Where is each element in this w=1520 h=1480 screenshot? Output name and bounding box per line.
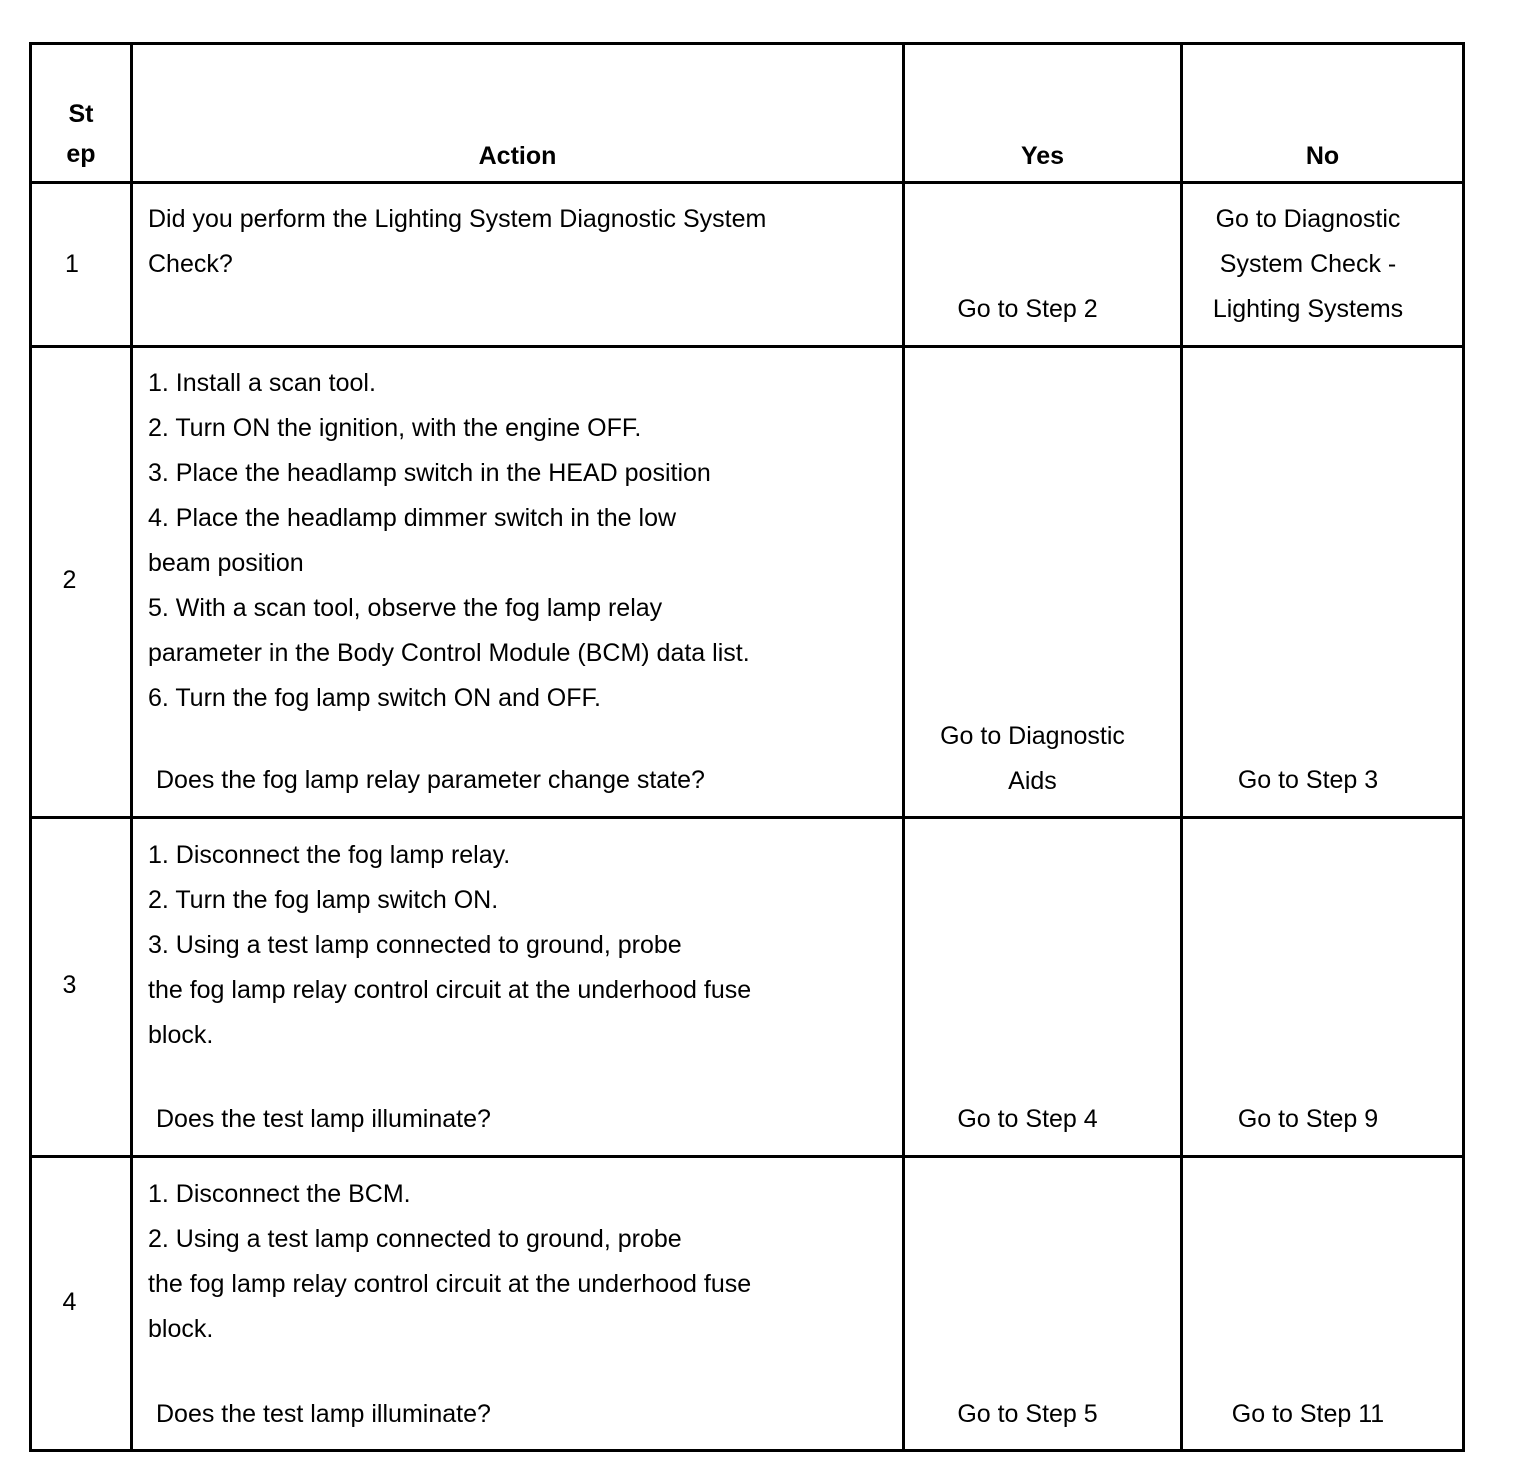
row-divider — [29, 1155, 1465, 1158]
header-step: St ep — [66, 100, 96, 168]
header-yes: Yes — [1020, 142, 1065, 170]
header-no: No — [1305, 142, 1340, 170]
question-text: Does the test lamp illuminate? — [156, 1400, 491, 1428]
step-number: 4 — [62, 1288, 77, 1316]
step-number: 1 — [65, 250, 79, 278]
step-number: 2 — [62, 566, 77, 594]
question-text: Does the fog lamp relay parameter change state? — [156, 766, 705, 794]
row-divider — [29, 181, 1465, 184]
no-result: Go to Step 9 — [1237, 1105, 1379, 1133]
action-text: Did you perform the Lighting System Diagnostic System Check? — [148, 205, 767, 278]
no-result: Go to Step 11 — [1231, 1400, 1385, 1428]
no-result: Go to Step 3 — [1237, 766, 1379, 794]
diagnostic-table — [29, 42, 1465, 1452]
action-text: 1. Install a scan tool. 2. Turn ON the ignition, with the engine OFF. 3. Place the headlamp switch in the HEAD position 4. Place the headlamp dimmer switch in the low beam position 5. With a scan tool, observe the fog lamp relay parameter in the Body Control Module (BCM) data list. 6. Turn the fog lamp switch ON and OFF. — [148, 369, 750, 712]
row-divider — [29, 816, 1465, 819]
no-result: Go to Diagnostic System Check - Lighting Systems — [1212, 205, 1404, 323]
table-border-top — [29, 42, 1465, 45]
row-divider — [29, 345, 1465, 348]
header-action: Action — [478, 142, 557, 170]
action-text: 1. Disconnect the fog lamp relay. 2. Turn the fog lamp switch ON. 3. Using a test lamp connected to ground, probe the fog lamp relay control circuit at the underhood fuse block. — [148, 841, 752, 1049]
table-border-bottom — [29, 1449, 1465, 1452]
question-text: Does the test lamp illuminate? — [156, 1105, 491, 1133]
yes-result: Go to Step 2 — [957, 295, 1098, 323]
yes-result: Go to Diagnostic Aids — [940, 722, 1125, 795]
column-divider — [130, 42, 133, 1452]
table-border-right — [1462, 42, 1465, 1452]
step-number: 3 — [62, 971, 77, 999]
yes-result: Go to Step 5 — [957, 1400, 1098, 1428]
action-text: 1. Disconnect the BCM. 2. Using a test lamp connected to ground, probe the fog lamp relay control circuit at the underhood fuse block. — [148, 1180, 752, 1343]
yes-result: Go to Step 4 — [957, 1105, 1098, 1133]
